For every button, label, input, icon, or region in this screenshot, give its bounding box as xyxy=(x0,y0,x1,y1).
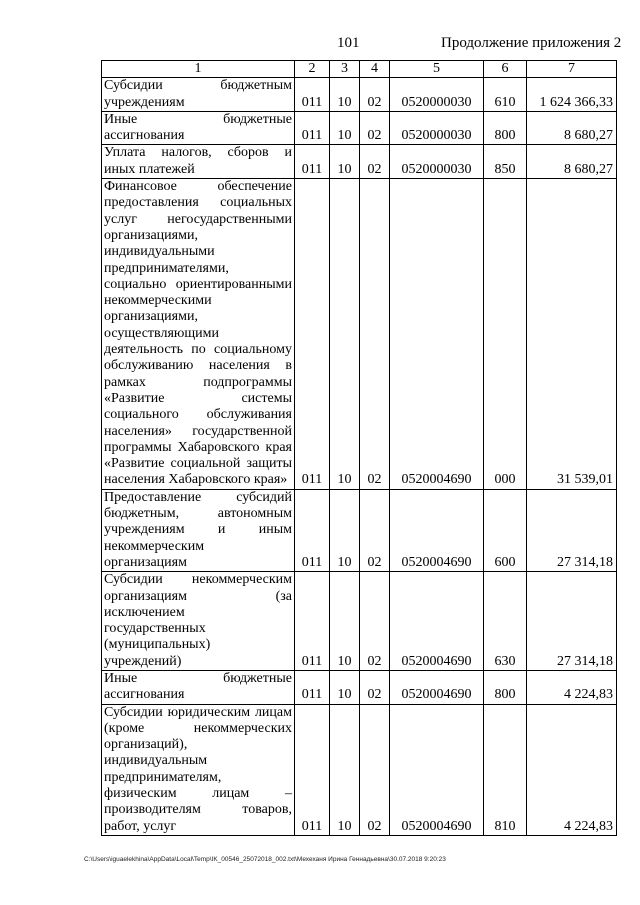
section-code: 10 xyxy=(330,670,360,704)
amount: 27 314,18 xyxy=(527,489,617,571)
table-row xyxy=(102,111,617,145)
target-article-code: 0520000030 xyxy=(390,145,484,179)
amount: 4 224,83 xyxy=(527,670,617,704)
subsection-code: 02 xyxy=(360,704,390,835)
budget-item-name xyxy=(102,179,295,490)
target-article-code: 0520004690 xyxy=(390,179,484,490)
name-line: исключением xyxy=(104,604,185,620)
name-line: ассигнования xyxy=(104,128,185,144)
name-line: бюджетным, автономным xyxy=(104,506,292,522)
subsection-code: 02 xyxy=(360,179,390,490)
name-line: работ, услуг xyxy=(104,818,177,834)
column-header: 1 xyxy=(102,61,295,78)
section-code: 10 xyxy=(330,111,360,145)
name-line: некоммерческими xyxy=(104,293,212,309)
table-row xyxy=(102,78,617,112)
name-line: (кроме некоммерческих xyxy=(104,720,292,736)
expense-type-code: 800 xyxy=(484,670,527,704)
column-number-row xyxy=(102,61,617,78)
name-line: Предоставление субсидий xyxy=(104,489,292,505)
name-line: социального обслуживания xyxy=(104,407,292,423)
table-row xyxy=(102,670,617,704)
amount: 31 539,01 xyxy=(527,179,617,490)
section-code: 10 xyxy=(330,489,360,571)
name-line: предоставления социальных xyxy=(104,195,292,211)
column-header: 2 xyxy=(295,61,330,78)
ministry-code: 011 xyxy=(295,572,330,671)
ministry-code: 011 xyxy=(295,78,330,112)
section-code: 10 xyxy=(330,78,360,112)
name-line: учреждений) xyxy=(104,653,182,669)
name-line: Уплата налогов, сборов и xyxy=(104,145,292,161)
expense-type-code: 800 xyxy=(484,111,527,145)
subsection-code: 02 xyxy=(360,145,390,179)
expense-type-code: 000 xyxy=(484,179,527,490)
table-row xyxy=(102,489,617,571)
name-line: производителям товаров, xyxy=(104,802,292,818)
page-number: 101 xyxy=(337,35,360,51)
name-line: рамках подпрограммы xyxy=(104,374,292,390)
budget-item-name xyxy=(102,111,295,145)
name-line: (муниципальных) xyxy=(104,637,211,653)
name-line: предпринимателям, xyxy=(104,769,222,785)
name-line: «Развитие системы xyxy=(104,390,292,406)
name-line: населения» государственной xyxy=(104,423,292,439)
name-line: предпринимателями, xyxy=(104,260,229,276)
budget-item-name xyxy=(102,704,295,835)
column-header: 7 xyxy=(527,61,617,78)
name-line: организациям xyxy=(104,554,187,570)
name-line: ассигнования xyxy=(104,687,185,703)
target-article-code: 0520000030 xyxy=(390,78,484,112)
budget-item-name xyxy=(102,489,295,571)
amount: 1 624 366,33 xyxy=(527,78,617,112)
ministry-code: 011 xyxy=(295,179,330,490)
name-line: обслуживанию населения в xyxy=(104,358,292,374)
budget-table xyxy=(101,60,617,836)
subsection-code: 02 xyxy=(360,489,390,571)
target-article-code: 0520000030 xyxy=(390,111,484,145)
name-line: организаций), xyxy=(104,737,188,753)
name-line: «Развитие социальной защиты xyxy=(104,456,292,472)
name-line: индивидуальным xyxy=(104,753,208,769)
section-code: 10 xyxy=(330,145,360,179)
budget-item-name xyxy=(102,572,295,671)
target-article-code: 0520004690 xyxy=(390,670,484,704)
table-row xyxy=(102,704,617,835)
column-header: 4 xyxy=(360,61,390,78)
target-article-code: 0520004690 xyxy=(390,489,484,571)
name-line: учреждениям и иным xyxy=(104,522,292,538)
column-header: 5 xyxy=(390,61,484,78)
ministry-code: 011 xyxy=(295,704,330,835)
subsection-code: 02 xyxy=(360,111,390,145)
target-article-code: 0520004690 xyxy=(390,704,484,835)
amount: 8 680,27 xyxy=(527,111,617,145)
column-header: 3 xyxy=(330,61,360,78)
amount: 27 314,18 xyxy=(527,572,617,671)
name-line: некоммерческим xyxy=(104,538,205,554)
name-line: учреждениям xyxy=(104,94,185,110)
name-line: программы Хабаровского края xyxy=(104,439,292,455)
amount: 8 680,27 xyxy=(527,145,617,179)
table-row xyxy=(102,179,617,490)
budget-item-name xyxy=(102,145,295,179)
name-line: Финансовое обеспечение xyxy=(104,179,292,195)
table-row xyxy=(102,572,617,671)
target-article-code: 0520004690 xyxy=(390,572,484,671)
name-line: деятельность по социальному xyxy=(104,342,292,358)
section-code: 10 xyxy=(330,179,360,490)
name-line: Субсидии юридическим лицам xyxy=(104,704,292,720)
name-line: населения Хабаровского края» xyxy=(104,472,288,488)
subsection-code: 02 xyxy=(360,572,390,671)
ministry-code: 011 xyxy=(295,111,330,145)
name-line: организациями, xyxy=(104,309,198,325)
expense-type-code: 810 xyxy=(484,704,527,835)
expense-type-code: 850 xyxy=(484,145,527,179)
section-code: 10 xyxy=(330,704,360,835)
ministry-code: 011 xyxy=(295,670,330,704)
table-row xyxy=(102,145,617,179)
name-line: осуществляющими xyxy=(104,325,219,341)
name-line: организациям (за xyxy=(104,588,292,604)
budget-item-name xyxy=(102,670,295,704)
subsection-code: 02 xyxy=(360,78,390,112)
name-line: социально ориентированными xyxy=(104,276,292,292)
name-line: Субсидии бюджетным xyxy=(104,78,292,94)
amount: 4 224,83 xyxy=(527,704,617,835)
name-line: физическим лицам – xyxy=(104,786,292,802)
column-header: 6 xyxy=(484,61,527,78)
name-line: индивидуальными xyxy=(104,244,215,260)
ministry-code: 011 xyxy=(295,489,330,571)
name-line: услуг негосударственными xyxy=(104,211,292,227)
name-line: Иные бюджетные xyxy=(104,670,292,686)
expense-type-code: 610 xyxy=(484,78,527,112)
continuation-title: Продолжение приложения 2 xyxy=(441,35,622,51)
name-line: государственных xyxy=(104,621,206,637)
name-line: Иные бюджетные xyxy=(104,111,292,127)
section-code: 10 xyxy=(330,572,360,671)
name-line: Субсидии некоммерческим xyxy=(104,572,292,588)
subsection-code: 02 xyxy=(360,670,390,704)
budget-item-name xyxy=(102,78,295,112)
name-line: иных платежей xyxy=(104,161,195,177)
file-path-footer: C:\Users\iguaelekhina\AppData\Local\Temp\IK_00546_25072018_002.txt\Мехеханя Ирина Геннадьевна\30.07.2018 9:20:23 xyxy=(84,856,446,863)
expense-type-code: 630 xyxy=(484,572,527,671)
expense-type-code: 600 xyxy=(484,489,527,571)
ministry-code: 011 xyxy=(295,145,330,179)
name-line: организациями, xyxy=(104,227,198,243)
